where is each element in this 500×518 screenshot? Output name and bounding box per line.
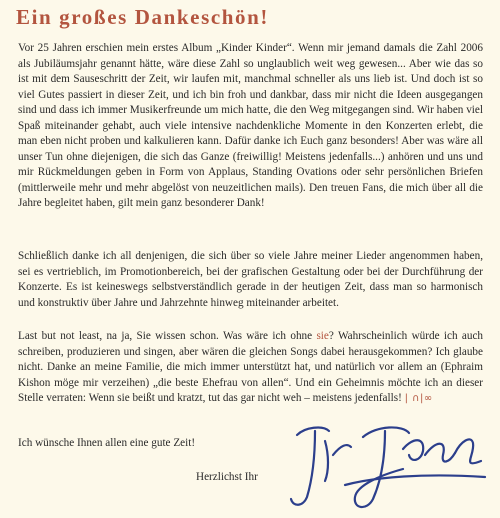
regards-line: Herzlichst Ihr [196, 471, 258, 483]
paragraph-thanks-family [18, 329, 483, 407]
paragraph-family-text-end: ? Wahrscheinlich würde ich auch schreiben, produzieren und singen, aber wären die gleichen Songs dabei herausgekommen? Ich glaube nicht. Danke an meine Familie, die mich immer unterstützt hat, und natürlich vor allem an (Ephraim Kishon möge mir verzeihen) „die beste Ehefrau von allen“. Und ein Geheimnis möchte ich an dieser Stelle verraten: Wenn sie beißt und kratzt, tut das gar nicht weh – meistens jedenfalls! [18, 330, 483, 404]
closing-line: Ich wünsche Ihnen allen eine gute Zeit! [18, 437, 196, 449]
paragraph-family-text-start: Last but not least, na ja, Sie wissen schon. Was wäre ich ohne [18, 330, 317, 342]
paragraph-thanks-fans: Vor 25 Jahren erschien mein erstes Album „Kinder Kinder“. Wenn mir jemand damals die Zahl 2006 als Jubiläumsjahr genannt hätte, wäre diese Zahl so unglaublich weit weg gewesen... Aber wie das so ist mit dem Sauseschritt der Zeit, wir laufen mit, manchmal schneller als uns lieb ist. Und doch ist so viel Gutes passiert in dieser Zeit, und ich bin froh und dankbar, dass mir nicht die Ideen ausgegangen sind und dass ich immer Musikerfreunde um mich hatte, die den Weg mitgegangen sind. Wir haben viel Spaß miteinander gehabt, auch viele intensive nachdenkliche Momente in den Konzerten erlebt, die man eben nicht proben und kalkulieren kann. Dafür danke ich Euch ganz besonders! Aber was wäre all unser Tun ohne diejenigen, die sich das Ganze (freiwillig! Meistens jedenfalls...) anhören und uns und mir Rückmeldungen geben in Form von Applaus, Standing Ovations oder sehr persönlichen Briefen (mittlerweile mehr und mehr abgelöst von neuzeitlichen mails). Den treuen Fans, die mich über all die Jahre begleitet haben, gilt mein ganz besonderer Dank! [18, 42, 483, 209]
paragraph-thanks-partners: Schließlich danke ich all denjenigen, die sich über so viele Jahre meiner Lieder angenommen haben, sei es vertrieblich, im Promotionbereich, bei der grafischen Gestaltung oder bei der Durchführung der Konzerte. Es ist keineswegs selbstverständlich gerade in der heutigen Zeit, dass man so harmonisch und konstruktiv über Jahre und Jahrzehnte hinweg miteinander arbeitet. [18, 250, 483, 309]
paragraph-end-mark: | ∩|∞ [404, 393, 433, 404]
letter-title: Ein großes Dankeschön! [16, 5, 270, 29]
accent-word-sie: sie [316, 330, 329, 342]
handwritten-signature [285, 415, 495, 515]
